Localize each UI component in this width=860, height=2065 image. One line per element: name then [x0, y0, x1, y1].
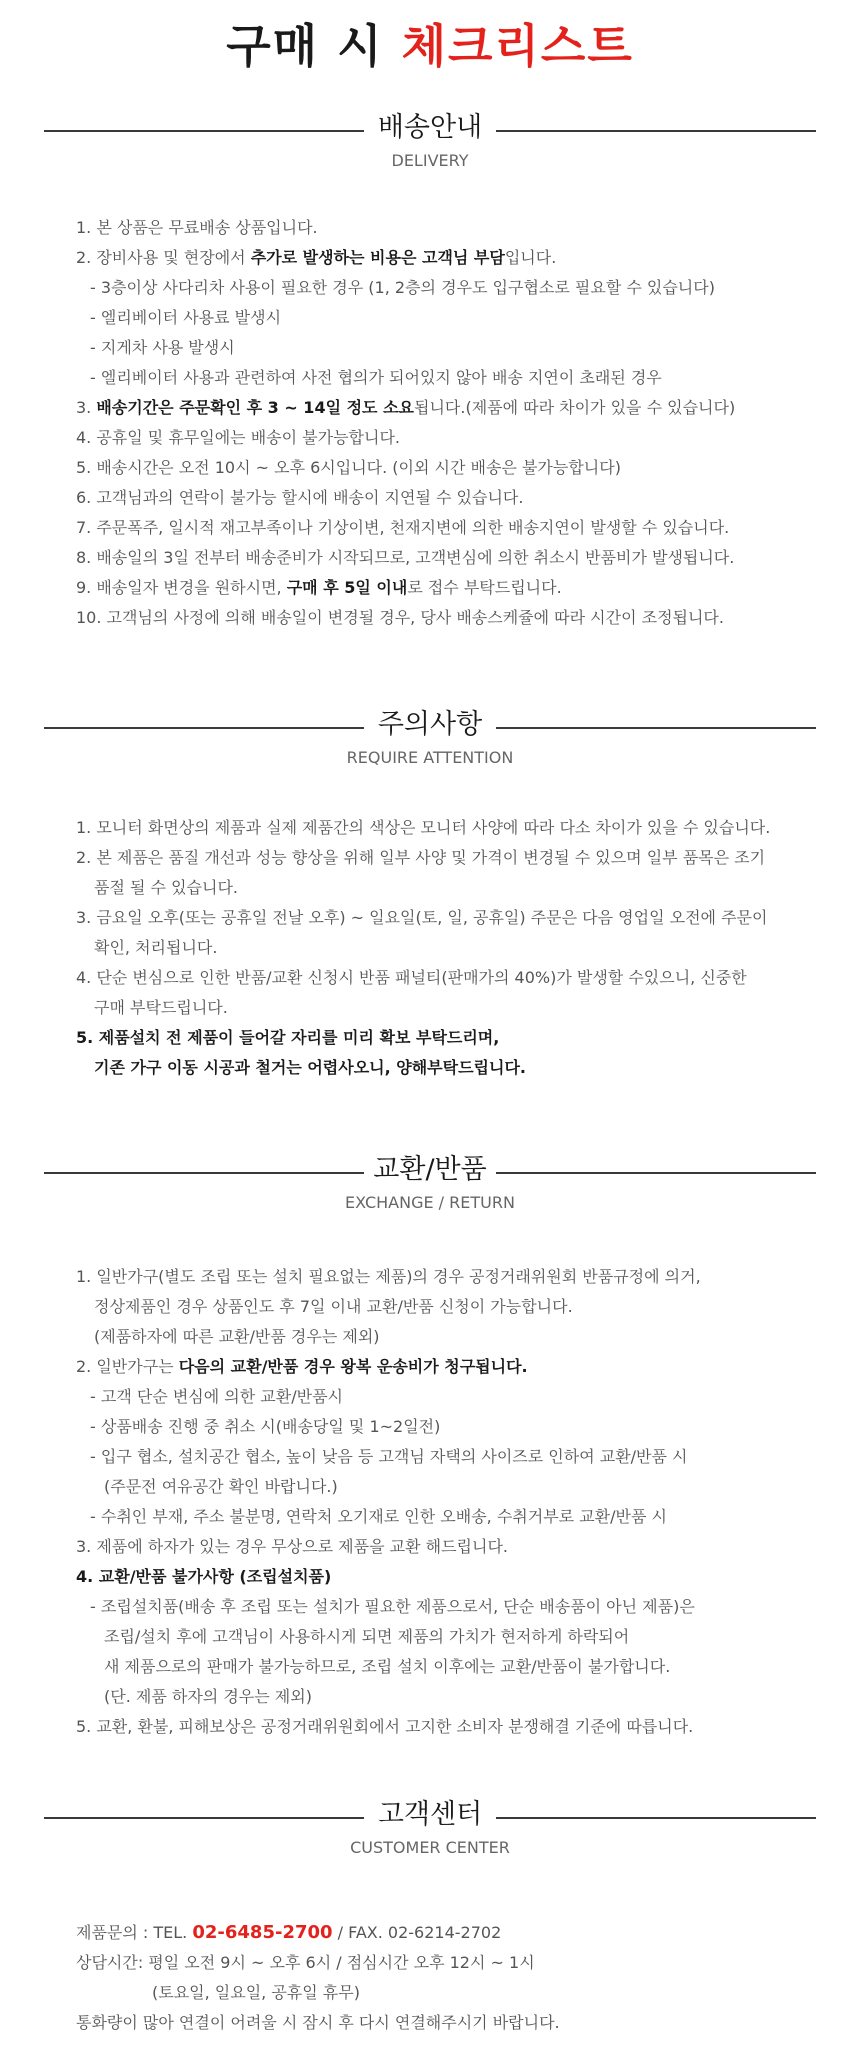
page-title: [0, 14, 860, 78]
list-subitem: (주문전 여유공간 확인 바랍니다.): [104, 1477, 338, 1496]
list-subitem: - 엘리베이터 사용과 관련하여 사전 협의가 되어있지 않아 배송 지연이 초래된 경우: [90, 368, 662, 387]
customer-subtitle: CUSTOMER CENTER: [350, 1838, 510, 1857]
list-item-cont: 구매 부탁드립니다.: [94, 998, 228, 1017]
hours-line: 상담시간: 평일 오전 9시 ~ 오후 6시 / 점심시간 오후 12시 ~ 1시: [76, 1953, 535, 1972]
phone-number[interactable]: 02-6485-2700: [192, 1922, 333, 1943]
emphasis-text: 제품설치 전 제품이 들어갈 자리를 미리 확보 부탁드리며,: [98, 1028, 500, 1047]
emphasis-text: 교환/반품 불가사항 (조립설치품): [98, 1567, 332, 1586]
list-subitem: - 지게차 사용 발생시: [90, 338, 235, 357]
attention-subtitle: REQUIRE ATTENTION: [346, 748, 514, 767]
list-subitem: (단. 제품 하자의 경우는 제외): [104, 1687, 312, 1706]
list-item: 6. 고객님과의 연락이 불가능 할시에 배송이 지연될 수 있습니다.: [76, 488, 524, 507]
notice-line: 통화량이 많아 연결이 어려울 시 잠시 후 다시 연결해주시기 바랍니다.: [76, 2013, 560, 2032]
exchange-list: [76, 1262, 836, 1742]
list-subitem: - 엘리베이터 사용료 발생시: [90, 308, 282, 327]
list-item: 4. 교환/반품 불가사항 (조립설치품): [76, 1567, 332, 1586]
emphasis-text: 구매 후 5일 이내: [286, 578, 408, 597]
list-subitem: - 고객 단순 변심에 의한 교환/반품시: [90, 1387, 343, 1406]
list-item: 1. 본 상품은 무료배송 상품입니다.: [76, 218, 318, 237]
list-item-cont: 확인, 처리됩니다.: [94, 938, 218, 957]
list-subitem: - 입구 협소, 설치공간 협소, 높이 낮음 등 고객님 자택의 사이즈로 인하여 교환/반품 시: [90, 1447, 688, 1466]
list-subitem: - 3층이상 사다리차 사용이 필요한 경우 (1, 2층의 경우도 입구협소로 필요할 수 있습니다): [90, 278, 715, 297]
list-subitem: - 수취인 부재, 주소 불분명, 연락처 오기재로 인한 오배송, 수취거부로 교환/반품 시: [90, 1507, 667, 1526]
delivery-list: [76, 213, 836, 633]
list-item: 3. 제품에 하자가 있는 경우 무상으로 제품을 교환 해드립니다.: [76, 1537, 508, 1556]
list-item: 2. 본 제품은 품질 개선과 성능 향상을 위해 일부 사양 및 가격이 변경될 수 있으며 일부 품목은 조기: [76, 848, 766, 867]
emphasis-text: 추가로 발생하는 비용은 고객님 부담: [250, 248, 505, 267]
list-item: 2. 장비사용 및 현장에서 추가로 발생하는 비용은 고객님 부담입니다.: [76, 248, 557, 267]
exchange-subtitle: EXCHANGE / RETURN: [345, 1193, 515, 1212]
title-prefix: 구매 시: [226, 19, 384, 73]
list-subitem: - 조립설치품(배송 후 조립 또는 설치가 필요한 제품으로서, 단순 배송품이 아닌 제품)은: [90, 1597, 695, 1616]
list-item: 10. 고객님의 사정에 의해 배송일이 변경될 경우, 당사 배송스케쥴에 따라 시간이 조정됩니다.: [76, 608, 724, 627]
list-subitem: 조립/설치 후에 고객님이 사용하시게 되면 제품의 가치가 현저하게 하락되어: [104, 1627, 630, 1646]
delivery-subtitle: DELIVERY: [391, 151, 469, 170]
inquiry-label: 제품문의 : TEL.: [76, 1923, 193, 1942]
list-item: 4. 공휴일 및 휴무일에는 배송이 불가능합니다.: [76, 428, 400, 447]
closed-days: (토요일, 일요일, 공휴일 휴무): [152, 1983, 360, 2002]
list-item: 5. 제품설치 전 제품이 들어갈 자리를 미리 확보 부탁드리며,: [76, 1028, 500, 1047]
list-subitem: - 상품배송 진행 중 취소 시(배송당일 및 1~2일전): [90, 1417, 441, 1436]
list-item: 5. 배송시간은 오전 10시 ~ 오후 6시입니다. (이외 시간 배송은 불가능합니다): [76, 458, 621, 477]
list-item: 4. 단순 변심으로 인한 반품/교환 신청시 반품 패널티(판매가의 40%)가 발생할 수있으니, 신중한: [76, 968, 747, 987]
list-item: 8. 배송일의 3일 전부터 배송준비가 시작되므로, 고객변심에 의한 취소시 반품비가 발생됩니다.: [76, 548, 735, 567]
list-item: 1. 모니터 화면상의 제품과 실제 제품간의 색상은 모니터 사양에 따라 다소 차이가 있을 수 있습니다.: [76, 818, 771, 837]
list-item: 7. 주문폭주, 일시적 재고부족이나 기상이변, 천재지변에 의한 배송지연이 발생할 수 있습니다.: [76, 518, 730, 537]
emphasis-text: 배송기간은 주문확인 후 3 ~ 14일 정도 소요: [96, 398, 414, 417]
exchange-title: 교환/반품: [373, 1154, 487, 1185]
list-item: 1. 일반가구(별도 조립 또는 설치 필요없는 제품)의 경우 공정거래위원회 반품규정에 의거,: [76, 1267, 701, 1286]
customer-title: 고객센터: [377, 1799, 483, 1830]
fax-number: / FAX. 02-6214-2702: [332, 1923, 502, 1942]
contact-line: [76, 1918, 836, 1948]
attention-list: [76, 813, 836, 1083]
attention-title: 주의사항: [377, 709, 483, 740]
list-item-cont: (제품하자에 따른 교환/반품 경우는 제외): [94, 1327, 380, 1346]
delivery-title: 배송안내: [377, 112, 483, 143]
list-subitem: 새 제품으로의 판매가 불가능하므로, 조립 설치 이후에는 교환/반품이 불가합니다.: [104, 1657, 671, 1676]
list-item: 2. 일반가구는 다음의 교환/반품 경우 왕복 운송비가 청구됩니다.: [76, 1357, 528, 1376]
customer-info: [76, 1918, 836, 2038]
list-item: 5. 교환, 환불, 피해보상은 공정거래위원회에서 고지한 소비자 분쟁해결 기준에 따릅니다.: [76, 1717, 694, 1736]
list-item-cont: 정상제품인 경우 상품인도 후 7일 이내 교환/반품 신청이 가능합니다.: [94, 1297, 573, 1316]
list-item: 3. 금요일 오후(또는 공휴일 전날 오후) ~ 일요일(토, 일, 공휴일) 주문은 다음 영업일 오전에 주문이: [76, 908, 768, 927]
emphasis-text: 다음의 교환/반품 경우 왕복 운송비가 청구됩니다.: [178, 1357, 528, 1376]
title-accent: 체크리스트: [401, 19, 634, 73]
list-item-cont: 품절 될 수 있습니다.: [94, 878, 238, 897]
list-item: 3. 배송기간은 주문확인 후 3 ~ 14일 정도 소요됩니다.(제품에 따라 차이가 있을 수 있습니다): [76, 398, 736, 417]
list-item: 9. 배송일자 변경을 원하시면, 구매 후 5일 이내로 접수 부탁드립니다.: [76, 578, 562, 597]
list-item-cont: 기존 가구 이동 시공과 철거는 어렵사오니, 양해부탁드립니다.: [94, 1058, 526, 1077]
